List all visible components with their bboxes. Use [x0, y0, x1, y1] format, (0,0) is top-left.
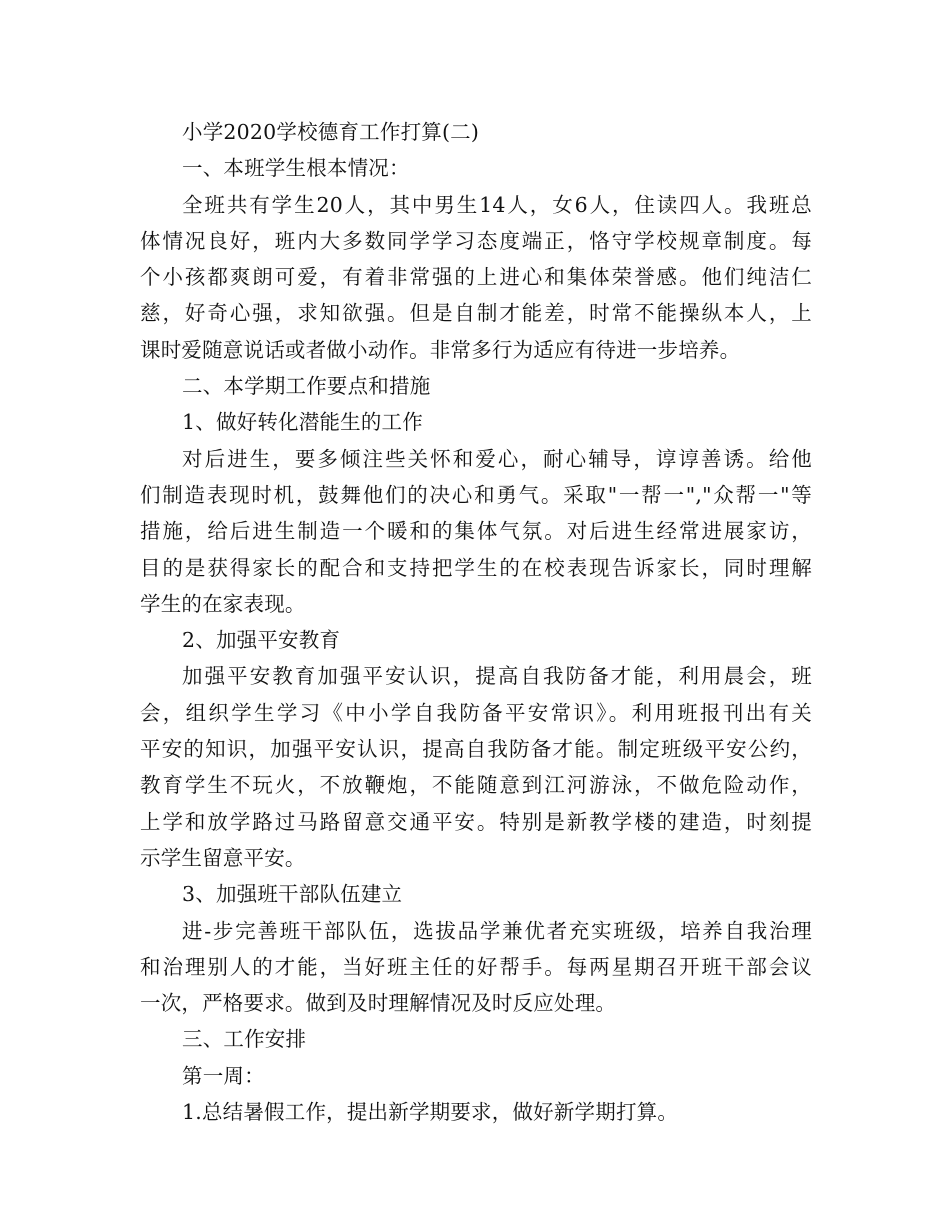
document-body — [140, 114, 812, 1130]
text-line: 体情况良好，班内大多数同学学习态度端正，恪守学校规章制度。每 — [140, 228, 812, 253]
paragraph-lines — [140, 150, 812, 1130]
text-line: 对后进生，要多倾注些关怀和爱心，耐心辅导，谆谆善诱。给他 — [182, 446, 812, 471]
text-line: 一、本班学生根本情况： — [182, 156, 410, 181]
text-line: 示学生留意平安。 — [140, 845, 306, 870]
text-line: 全班共有学生20人，其中男生14人，女6人，住读四人。我班总 — [182, 192, 812, 217]
text-line: 2、加强平安教育 — [182, 628, 341, 653]
text-line: 措施，给后进生制造一个暖和的集体气氛。对后进生经常进展家访， — [140, 519, 812, 544]
text-line: 们制造表现时机，鼓舞他们的决心和勇气。采取"一帮一","众帮一"等 — [140, 482, 812, 507]
text-line: 目的是获得家长的配合和支持把学生的在校表现告诉家长，同时理解 — [140, 555, 812, 580]
text-line: 第一周： — [182, 1063, 265, 1088]
text-line: 一次，严格要求。做到及时理解情况及时反应处理。 — [140, 991, 617, 1016]
text-line: 1.总结暑假工作，提出新学期要求，做好新学期打算。 — [182, 1100, 679, 1125]
text-line: 3、加强班干部队伍建立 — [182, 882, 403, 907]
text-line: 课时爱随意说话或者做小动作。非常多行为适应有待进一步培养。 — [140, 337, 741, 362]
text-line: 三、工作安排 — [182, 1027, 307, 1052]
text-line: 和治理别人的才能，当好班主任的好帮手。每两星期召开班干部会议 — [140, 954, 812, 979]
document-title: 小学2020学校德育工作打算(二) — [182, 120, 480, 144]
text-line: 教育学生不玩火，不放鞭炮，不能随意到江河游泳，不做危险动作， — [140, 773, 812, 798]
text-line: 个小孩都爽朗可爱，有着非常强的上进心和集体荣誉感。他们纯洁仁 — [140, 265, 812, 290]
text-line: 进-步完善班干部队伍，选拔品学兼优者充实班级，培养自我治理 — [182, 918, 812, 943]
text-line: 1、做好转化潜能生的工作 — [182, 410, 423, 435]
text-line: 平安的知识，加强平安认识，提高自我防备才能。制定班级平安公约， — [140, 737, 812, 762]
text-line: 上学和放学路过马路留意交通平安。特别是新教学楼的建造，时刻提 — [140, 809, 812, 834]
text-line: 学生的在家表现。 — [140, 591, 306, 616]
text-line: 加强平安教育加强平安认识，提高自我防备才能，利用晨会，班 — [182, 664, 812, 689]
text-line: 慈，好奇心强，求知欲强。但是自制才能差，时常不能操纵本人，上 — [140, 301, 812, 326]
text-line: 会，组织学生学习《中小学自我防备平安常识》。利用班报刊出有关 — [140, 700, 812, 725]
text-line: 二、本学期工作要点和措施 — [182, 374, 431, 399]
